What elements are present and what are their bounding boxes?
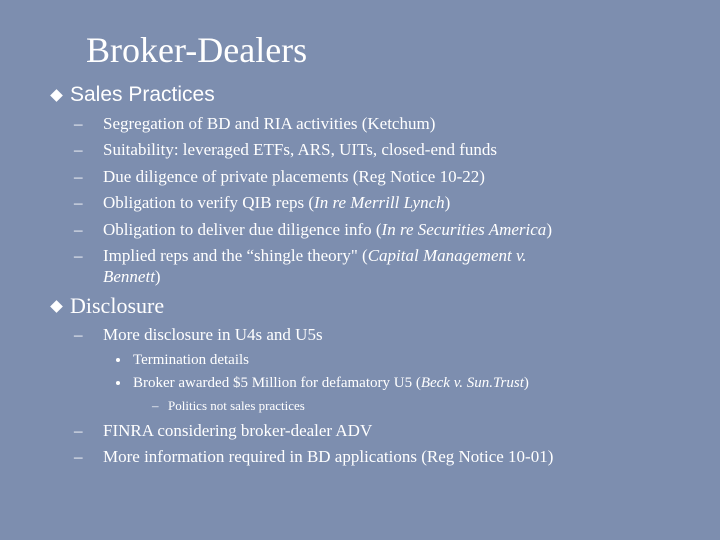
disclosure-item-bd-applications: More information required in BD applications (Reg Notice 10-01) [103, 447, 554, 466]
section-heading-sales-practices: Sales Practices [70, 83, 215, 106]
dot-bullet-icon [116, 381, 120, 385]
dash-bullet: – [74, 193, 83, 212]
sales-item-shingle-theory-cont [103, 266, 161, 288]
dash-bullet: – [152, 398, 159, 413]
dot-bullet-icon [116, 358, 120, 362]
dash-bullet: – [74, 220, 83, 239]
dash-bullet: – [74, 447, 83, 466]
text-run: Implied reps and the “shingle theory" ( [103, 246, 368, 265]
dash-bullet: – [74, 325, 83, 344]
dash-bullet: – [74, 140, 83, 159]
case-name: Capital Management v. [367, 246, 527, 265]
disclosure-subitem-termination: Termination details [133, 352, 250, 368]
sales-item-qib-reps [103, 192, 450, 214]
diamond-bullet-icon [50, 89, 63, 102]
text-run: Broker awarded $5 Million for defamatory U5 ( [133, 375, 421, 391]
case-name: In re Merrill Lynch [314, 193, 445, 212]
slide-title: Broker-Dealers [86, 30, 308, 70]
disclosure-subitem-beck [133, 373, 529, 393]
sales-item-deliver-info [103, 219, 552, 241]
case-name: In re Securities America [381, 220, 547, 239]
text-run: ) [444, 193, 451, 212]
sales-item-due-diligence: Due diligence of private placements (Reg Notice 10-22) [103, 167, 485, 186]
dash-bullet: – [74, 167, 83, 186]
text-run: ) [523, 375, 529, 391]
text-run: Obligation to deliver due diligence info ( [103, 220, 382, 239]
disclosure-item-finra-adv: FINRA considering broker-dealer ADV [103, 421, 373, 440]
text-run: ) [154, 267, 161, 286]
sales-item-segregation: Segregation of BD and RIA activities (Ketchum) [103, 114, 436, 133]
case-name: Beck v. Sun.Trust [420, 375, 524, 391]
disclosure-item-u4-u5: More disclosure in U4s and U5s [103, 325, 323, 344]
text-run: Obligation to verify QIB reps ( [103, 193, 315, 212]
dash-bullet: – [74, 246, 83, 265]
section-heading-disclosure: Disclosure [70, 293, 165, 318]
disclosure-subsubitem-politics: Politics not sales practices [168, 398, 305, 413]
text-run: ) [546, 220, 552, 239]
sales-item-suitability: Suitability: leveraged ETFs, ARS, UITs, closed-end funds [103, 140, 498, 159]
sales-item-shingle-theory [103, 245, 527, 267]
dash-bullet: – [74, 114, 83, 133]
dash-bullet: – [74, 421, 83, 440]
case-name: Bennett [103, 267, 155, 286]
diamond-bullet-icon [50, 300, 63, 313]
